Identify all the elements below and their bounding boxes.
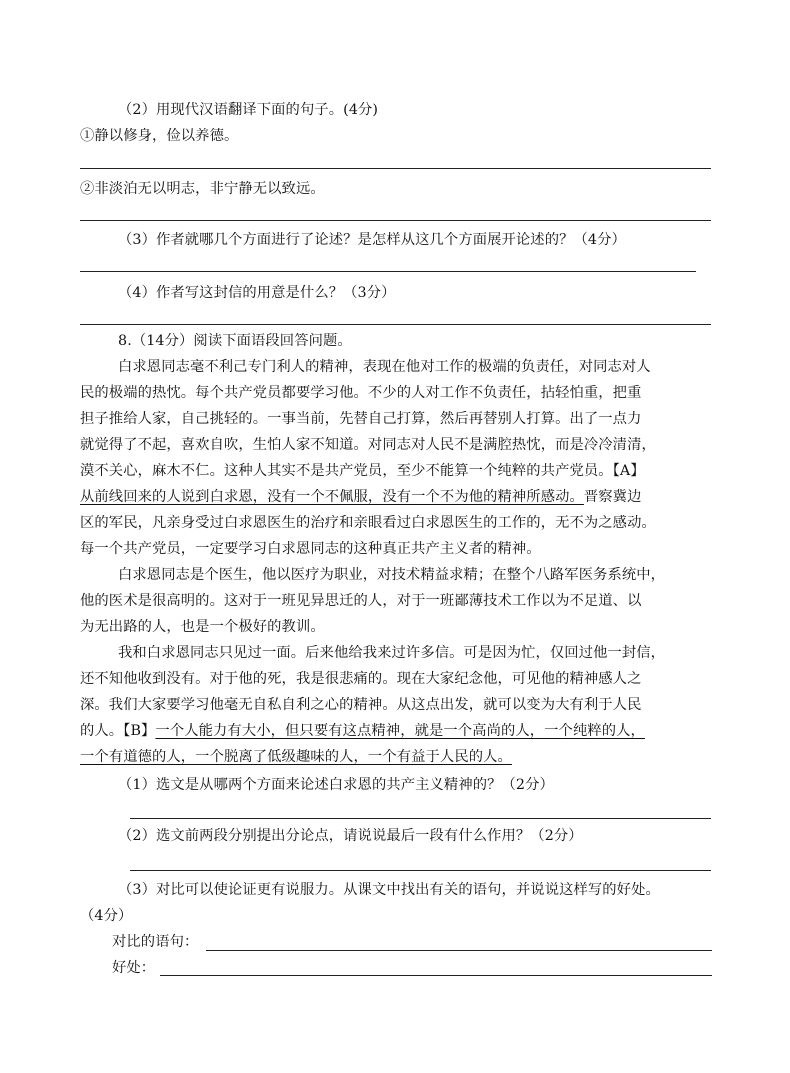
passage-line: 漠不关心，麻木不仁。这种人其实不是共产党员，至少不能算一个纯粹的共产党员。【A】: [80, 463, 645, 479]
underlined-sentence-b: 一个人能力有大小，但只要有这点精神，就是一个高尚的人，一个纯粹的人，: [155, 723, 645, 739]
passage-line: 我和白求恩同志只见过一面。后来他给我来过许多信。可是因为忙，仅回过他一封信，: [118, 645, 666, 661]
passage-text: 晋察冀边: [583, 489, 642, 505]
benefit-answer-line[interactable]: [160, 975, 712, 976]
passage-text: 的人。: [80, 723, 124, 739]
passage-line: [80, 487, 641, 507]
answer-line[interactable]: [80, 220, 711, 221]
underlined-sentence-b-cont: 一个有道德的人，一个脱离了低级趣味的人，一个有益于人民的人。: [80, 749, 512, 765]
q3-prompt: （3）作者就哪几个方面进行了论述？是怎样从这几个方面展开论述的？（4分）: [118, 232, 626, 248]
q2-sentence-1: ①静以修身，俭以养德。: [80, 128, 239, 144]
q4-prompt: （4）作者写这封信的用意是什么？（3分）: [118, 285, 396, 301]
passage-line: 白求恩同志毫不利己专门利人的精神，表现在他对工作的极端的负责任，对同志对人: [118, 359, 651, 375]
passage-line: 为无出路的人，也是一个极好的教训。: [80, 619, 325, 635]
sub-question-3-score: （4分）: [80, 908, 133, 924]
passage-line: 民的极端的热忱。每个共产党员都要学习他。不少的人对工作不负责任，拈轻怕重，把重: [80, 385, 642, 401]
passage-line: 就觉得了不起，喜欢自吹，生怕人家不知道。对同志对人民不是满腔热忱，而是冷冷清清，: [80, 437, 656, 453]
sub-question-1: （1）选文是从哪两个方面来论述白求恩的共产主义精神的？（2分）: [118, 777, 554, 793]
passage-line: 白求恩同志是个医生，他以医疗为职业，对技术精益求精；在整个八路军医务系统中，: [118, 567, 666, 583]
q8-heading: 8.（14分）阅读下面语段回答问题。: [118, 333, 352, 349]
answer-line[interactable]: [130, 870, 711, 871]
sub-question-3: （3）对比可以使论证更有说服力。从课文中找出有关的语句，并说说这样写的好处。: [118, 882, 660, 898]
answer-line[interactable]: [80, 168, 711, 169]
passage-line: 担子推给人家，自己挑轻的。一事当前，先替自己打算，然后再替别人打算。出了一点力: [80, 411, 642, 427]
answer-line[interactable]: [80, 271, 696, 272]
q2-sentence-2: ②非淡泊无以明志，非宁静无以致远。: [80, 181, 325, 197]
q2-prompt: （2）用现代汉语翻译下面的句子。(4分): [118, 102, 379, 118]
contrast-answer-line[interactable]: [206, 950, 712, 951]
sub-question-2: （2）选文前两段分别提出分论点，请说说最后一段有什么作用？（2分）: [118, 828, 583, 844]
passage-line: 还不知他收到没有。对于他的死，我是很悲痛的。现在大家纪念他，可见他的精神感人之: [80, 671, 642, 687]
underlined-sentence-a: 从前线回来的人说到白求恩，没有一个不佩服，没有一个不为他的精神所感动。: [80, 489, 584, 505]
answer-line[interactable]: [130, 818, 711, 819]
answer-line[interactable]: [80, 324, 711, 325]
passage-line: [80, 747, 512, 767]
passage-line: 区的军民，凡亲身受过白求恩医生的治疗和亲眼看过白求恩医生的工作的，无不为之感动。: [80, 515, 656, 531]
passage-line: [80, 721, 645, 741]
passage-line: 每一个共产党员，一定要学习白求恩同志的这种真正共产主义者的精神。: [80, 541, 541, 557]
benefit-label: 好处：: [112, 960, 156, 976]
marker-b: 【B】: [123, 723, 156, 739]
passage-line: 深。我们大家要学习他毫无自私自利之心的精神。从这点出发，就可以变为大有利于人民: [80, 697, 642, 713]
passage-line: 他的医术是很高明的。这对于一班见异思迁的人，对于一班鄙薄技术工作以为不足道、以: [80, 593, 642, 609]
contrast-label: 对比的语句：: [112, 934, 199, 950]
